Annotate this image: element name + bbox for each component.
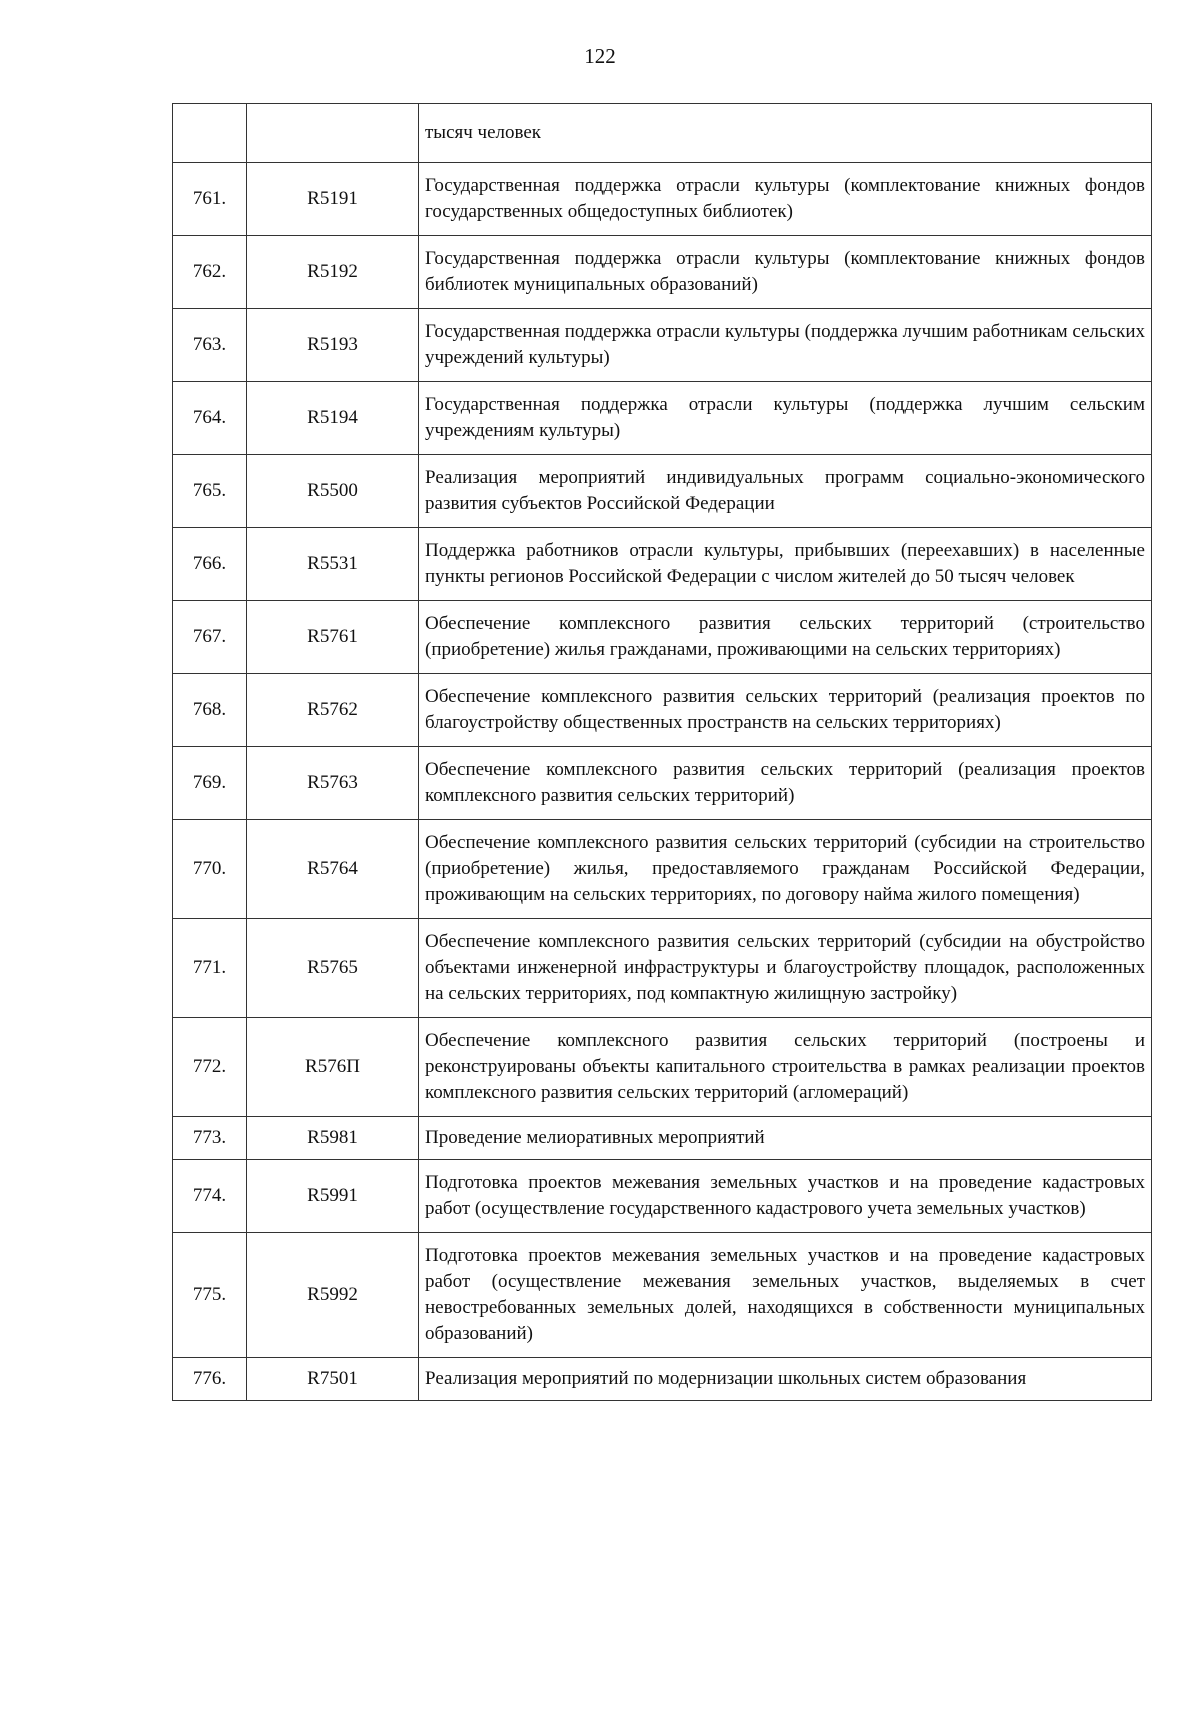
table-row xyxy=(173,528,1152,601)
table-row xyxy=(173,1233,1152,1358)
row-number: 771. xyxy=(173,919,247,1018)
row-number: 766. xyxy=(173,528,247,601)
row-description: Подготовка проектов межевания земельных участков и на проведение кадастровых работ (осуществление межевания земельных участков, выделяемых в счет невостребованных земельных долей, находящихся в собственности муниципальных образований) xyxy=(425,1245,1145,1344)
table-row xyxy=(173,1018,1152,1117)
table-row xyxy=(173,382,1152,455)
row-description-cell xyxy=(419,1018,1152,1117)
row-number: 775. xyxy=(173,1233,247,1358)
table-row-continuation xyxy=(173,104,1152,163)
row-number-cell xyxy=(173,104,247,163)
row-code: R5192 xyxy=(247,236,419,309)
table-row xyxy=(173,1117,1152,1160)
row-description: Обеспечение комплексного развития сельских территорий (построены и реконструированы объекты капитального строительства в рамках реализации проектов комплексного развития сельских территорий (агломераций) xyxy=(425,1030,1145,1103)
row-description-cell xyxy=(419,104,1152,163)
row-description: тысяч человек xyxy=(425,122,542,143)
row-code: R5761 xyxy=(247,601,419,674)
row-code: R5193 xyxy=(247,309,419,382)
table-row xyxy=(173,747,1152,820)
row-code: R5992 xyxy=(247,1233,419,1358)
table-row xyxy=(173,1160,1152,1233)
row-code: R5191 xyxy=(247,163,419,236)
row-number: 770. xyxy=(173,820,247,919)
row-number: 768. xyxy=(173,674,247,747)
row-description: Проведение мелиоративных мероприятий xyxy=(425,1127,765,1148)
row-description: Обеспечение комплексного развития сельских территорий (реализация проектов по благоустройству общественных пространств на сельских территориях) xyxy=(425,686,1145,733)
row-description-cell xyxy=(419,163,1152,236)
row-description-cell xyxy=(419,1233,1152,1358)
row-code: R5762 xyxy=(247,674,419,747)
table-row xyxy=(173,919,1152,1018)
row-description: Реализация мероприятий индивидуальных программ социально-экономического развития субъектов Российской Федерации xyxy=(425,467,1145,514)
row-description: Государственная поддержка отрасли культуры (поддержка лучшим сельским учреждениям культуры) xyxy=(425,394,1145,441)
row-number: 763. xyxy=(173,309,247,382)
row-code: R5991 xyxy=(247,1160,419,1233)
row-description-cell xyxy=(419,382,1152,455)
row-description: Государственная поддержка отрасли культуры (комплектование книжных фондов государственных общедоступных библиотек) xyxy=(425,175,1145,222)
row-description: Государственная поддержка отрасли культуры (поддержка лучшим работникам сельских учреждений культуры) xyxy=(425,321,1145,368)
row-number: 762. xyxy=(173,236,247,309)
row-description-cell xyxy=(419,528,1152,601)
table-row xyxy=(173,820,1152,919)
row-description: Государственная поддержка отрасли культуры (комплектование книжных фондов библиотек муниципальных образований) xyxy=(425,248,1145,295)
row-number: 761. xyxy=(173,163,247,236)
row-number: 769. xyxy=(173,747,247,820)
row-description-cell xyxy=(419,674,1152,747)
table-row xyxy=(173,236,1152,309)
row-number: 773. xyxy=(173,1117,247,1160)
row-code: R5765 xyxy=(247,919,419,1018)
row-code: R5194 xyxy=(247,382,419,455)
budget-codes-table xyxy=(172,103,1152,1401)
row-number: 765. xyxy=(173,455,247,528)
row-code: R5500 xyxy=(247,455,419,528)
row-description-cell xyxy=(419,1358,1152,1401)
row-code: R5531 xyxy=(247,528,419,601)
row-number: 767. xyxy=(173,601,247,674)
table-row xyxy=(173,309,1152,382)
row-code: R7501 xyxy=(247,1358,419,1401)
row-description-cell xyxy=(419,236,1152,309)
row-description: Поддержка работников отрасли культуры, прибывших (переехавших) в населенные пункты регионов Российской Федерации с числом жителей до 50 тысяч человек xyxy=(425,540,1145,587)
row-description-cell xyxy=(419,309,1152,382)
row-description: Обеспечение комплексного развития сельских территорий (строительство (приобретение) жилья гражданами, проживающими на сельских территориях) xyxy=(425,613,1145,660)
table-row xyxy=(173,1358,1152,1401)
table-row xyxy=(173,455,1152,528)
row-description-cell xyxy=(419,747,1152,820)
row-description: Обеспечение комплексного развития сельских территорий (субсидии на обустройство объектами инженерной инфраструктуры и благоустройству площадок, расположенных на сельских территориях, под компактную жилищную застройку) xyxy=(425,931,1145,1004)
row-code: R576П xyxy=(247,1018,419,1117)
row-description: Обеспечение комплексного развития сельских территорий (реализация проектов комплексного развития сельских территорий) xyxy=(425,759,1145,806)
page-number: 122 xyxy=(584,44,616,68)
table-row xyxy=(173,674,1152,747)
row-number: 774. xyxy=(173,1160,247,1233)
row-number: 764. xyxy=(173,382,247,455)
row-description-cell xyxy=(419,1160,1152,1233)
row-description: Обеспечение комплексного развития сельских территорий (субсидии на строительство (приобретение) жилья, предоставляемого гражданам Российской Федерации, проживающим на сельских территориях, по договору найма жилого помещения) xyxy=(425,832,1145,905)
row-code: R5764 xyxy=(247,820,419,919)
row-code: R5981 xyxy=(247,1117,419,1160)
row-number: 772. xyxy=(173,1018,247,1117)
row-description: Реализация мероприятий по модернизации школьных систем образования xyxy=(425,1368,1027,1389)
row-description-cell xyxy=(419,455,1152,528)
row-description-cell xyxy=(419,601,1152,674)
row-number: 776. xyxy=(173,1358,247,1401)
table-row xyxy=(173,601,1152,674)
row-description-cell xyxy=(419,820,1152,919)
table-row xyxy=(173,163,1152,236)
row-description-cell xyxy=(419,919,1152,1018)
table-body xyxy=(173,104,1152,1401)
row-description-cell xyxy=(419,1117,1152,1160)
row-code: R5763 xyxy=(247,747,419,820)
row-description: Подготовка проектов межевания земельных участков и на проведение кадастровых работ (осуществление государственного кадастрового учета земельных участков) xyxy=(425,1172,1145,1219)
row-code-cell xyxy=(247,104,419,163)
